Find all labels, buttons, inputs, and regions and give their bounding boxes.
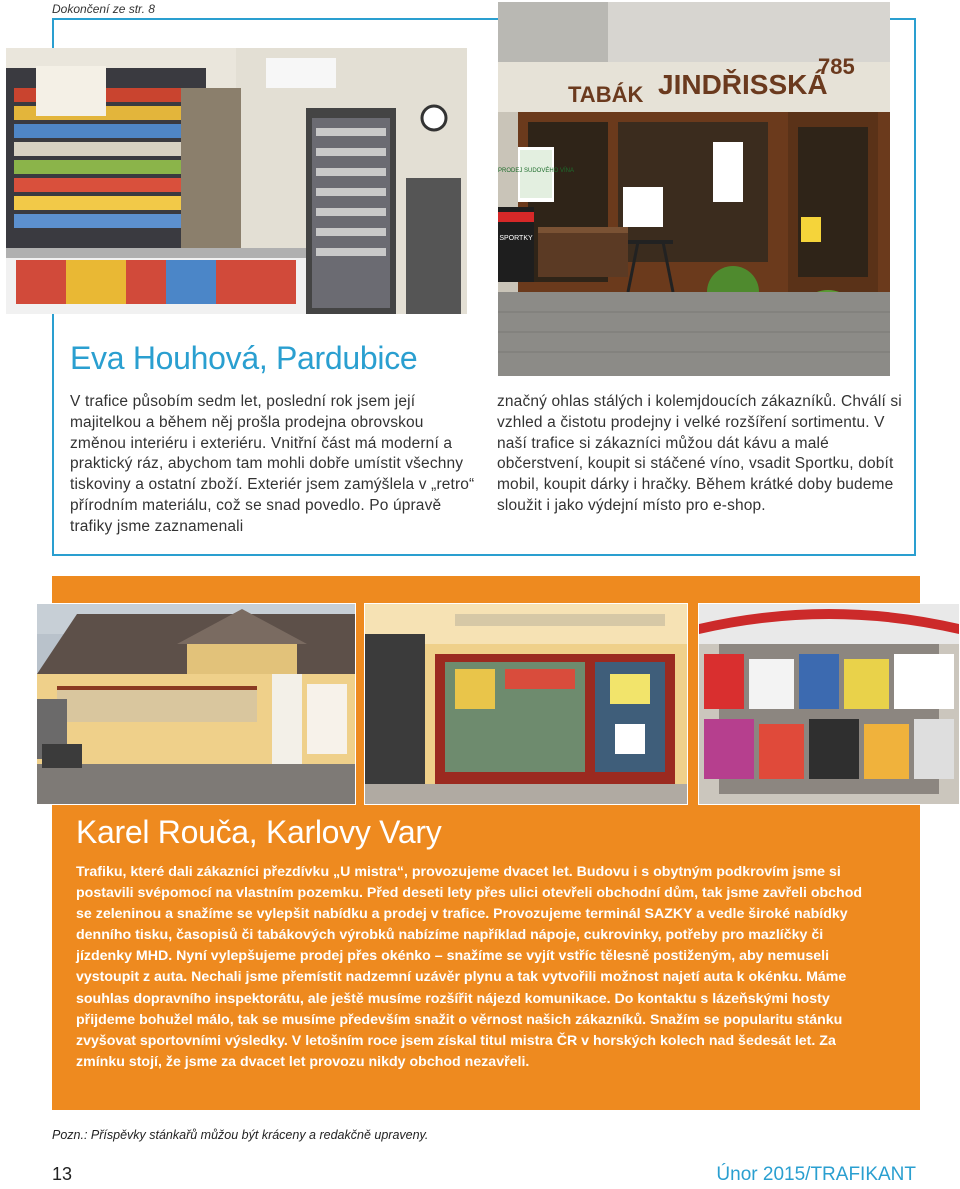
article-text-karlovy-vary: Trafiku, které dali zákazníci přezdívku „U mistra“, provozujeme dvacet let. Budovu i s obytným podkrovím jsme si postavili svépomocí na vlastním pozemku. Před deseti lety přes ulici otevřeli obchodní dům, tak jsme zavřeli obchod se zeleninou a snažíme se vylepšit nabídku a prodej v trafice. Provozujeme terminál SAZKY a vedle široké nabídky denního tisku, časopisů či tabákových výrobků nabízíme například nápoje, cukrovinky, potřeby pro mazlíčky či jízdenky MHD. Nyní vylepšujeme prodej přes okénko – snažíme se vyjít vstříc tělesně postiženým, aby nemuseli vystoupit z auta. Nechali jsme přemístit nadzemní uzávěr plynu a tak vytvořili možnost najetí auta k okénku. Máme souhlas dopravního inspektorátu, ale ještě musíme rozšířit nájezd komunikace. Do kontaktu s lázeňskými hosty přijdeme bohužel málo, tak se musíme především snažit o věrnost našich zákazníků. Snažím se popularitu stánku zvyšovat sportovními výsledky. V letošním roce jsem získal titul mistra ČR v horských kolech nad šedesát let. Za zmínku stojí, že jsme za dvacet let provozu nikdy obchod nezavřeli. (76, 864, 863, 1070)
facade-sign-number: 785 (818, 54, 855, 79)
photo-shop-interior (6, 48, 467, 314)
editorial-note: Pozn.: Příspěvky stánkařů můžou být kráceny a redakčně upraveny. (52, 1128, 429, 1142)
photo-kiosk-building (36, 603, 356, 805)
section-title-pardubice: Eva Houhová, Pardubice (70, 340, 418, 376)
facade-sign-street: JINDŘISSKÁ (658, 69, 828, 100)
facade-sign-tabak: TABÁK (568, 82, 644, 107)
photo-kiosk-press-stand (698, 603, 960, 805)
facade-board-sportky: SPORTKY (499, 235, 533, 242)
facade-poster-wine: PRODEJ SUDOVÉHO VÍNA (498, 168, 575, 174)
photo-shop-facade (498, 2, 890, 376)
magazine-footer (716, 1164, 916, 1186)
section-title-karlovy-vary: Karel Rouča, Karlovy Vary (76, 814, 442, 850)
issue-date: Únor 2015 (716, 1164, 806, 1185)
photo-kiosk-window (364, 603, 688, 805)
page-number: 13 (52, 1164, 73, 1184)
continued-note: Dokončení ze str. 8 (52, 2, 155, 16)
article-text-pardubice-col1: V trafice působím sedm let, poslední rok jsem její majitelkou a během něj prošla prodejna obrovskou změnou interiéru i exteriéru. Vnitřní část má moderní a praktický ráz, abychom tam mohli dobře umístit všechny tiskoviny a ostatní zboží. Exteriér jsem zamýšlela v „retro“ přírodním materiálu, což se snad povedlo. Po úpravě trafiky jsme zaznamenali (70, 393, 475, 535)
magazine-brand: TRAFIKANT (810, 1164, 916, 1185)
article-text-pardubice-col2: značný ohlas stálých i kolemjdoucích zákazníků. Chválí si vzhled a čistotu prodejny i velké rozšíření sortimentu. V naší trafice si zákazníci můžou dát kávu a malé občerstvení, koupit si stáčené víno, vsadit Sportku, dobít mobil, koupit dárky i hračky. Během krátké doby budeme sloužit i jako výdejní místo pro e-shop. (497, 393, 902, 514)
footer-separator: / (805, 1164, 811, 1185)
